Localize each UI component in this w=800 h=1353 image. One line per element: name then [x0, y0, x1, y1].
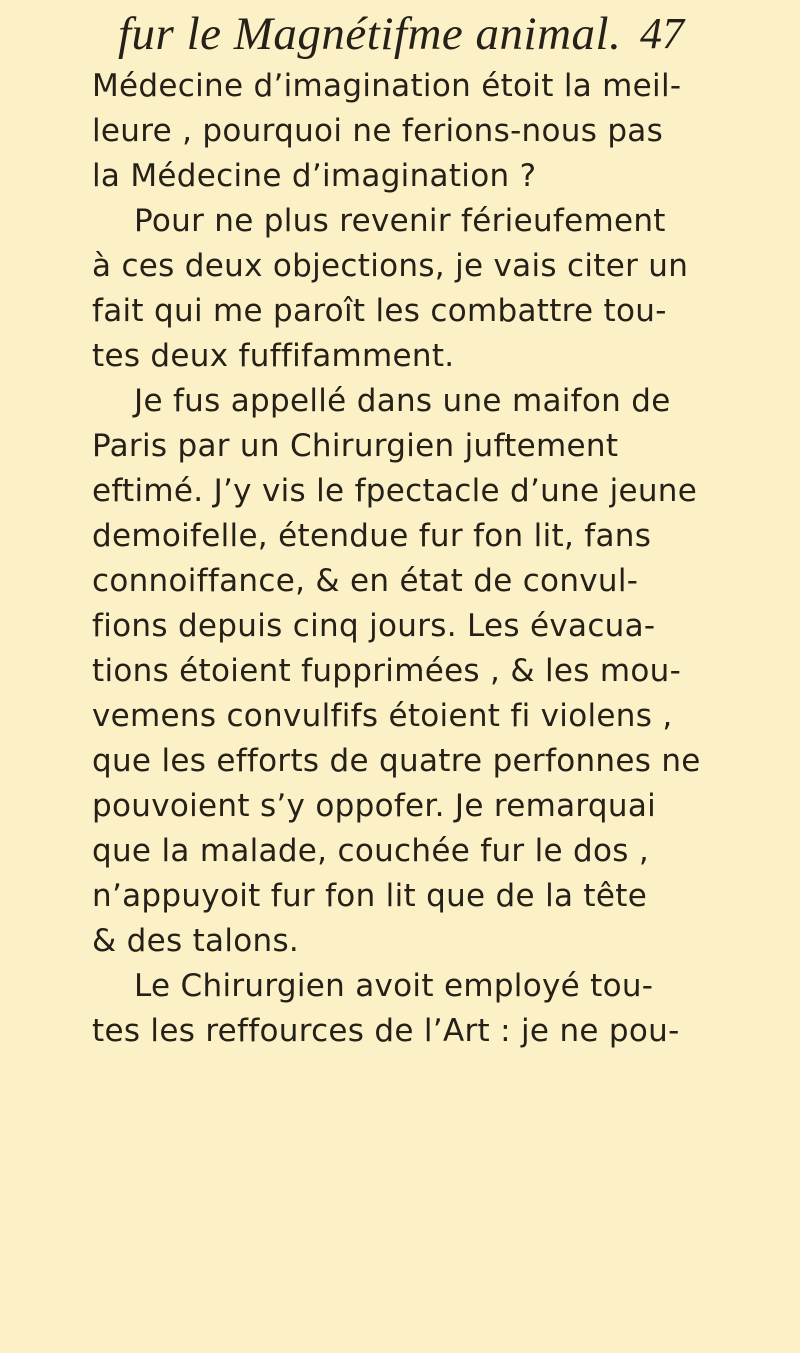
running-head-title: fur le Magnétifme animal. — [118, 8, 622, 60]
text-line: & des talons. — [92, 923, 300, 959]
text-line: tes les reffources de l’Art : je ne pou- — [92, 1013, 680, 1049]
text-line: n’appuyoit fur fon lit que de la tête — [92, 878, 648, 914]
text-line: Paris par un Chirurgien juftement — [92, 428, 619, 464]
text-line: demoifelle, étendue fur fon lit, fans — [92, 518, 652, 554]
text-line: la Médecine d’imagination ? — [92, 158, 537, 194]
text-line: fait qui me paroît les combattre tou- — [92, 293, 667, 329]
paragraph-start-line: Je fus appellé dans une maifon de — [134, 383, 671, 419]
text-line: tes deux fuffifamment. — [92, 338, 455, 374]
text-line: vemens convulfifs étoient fi violens , — [92, 698, 673, 734]
text-line: eftimé. J’y vis le fpectacle d’une jeune — [92, 473, 698, 509]
text-line: à ces deux objections, je vais citer un — [92, 248, 689, 284]
text-line: tions étoient fupprimées , & les mou- — [92, 653, 682, 689]
text-line: Médecine d’imagination étoit la meil- — [92, 68, 682, 104]
text-line: leure , pourquoi ne ferions-nous pas — [92, 113, 664, 149]
text-line: que les efforts de quatre perfonnes ne — [92, 743, 701, 779]
text-line: pouvoient s’y oppofer. Je remarquai — [92, 788, 657, 824]
text-line: connoiffance, & en état de convul- — [92, 563, 639, 599]
paragraph-start-line: Le Chirurgien avoit employé tou- — [134, 968, 654, 1004]
paragraph-start-line: Pour ne plus revenir férieufement — [134, 203, 666, 239]
page-number: 47 — [640, 9, 684, 58]
text-line: que la malade, couchée fur le dos , — [92, 833, 650, 869]
running-head — [0, 6, 800, 62]
text-line: fions depuis cinq jours. Les évacua- — [92, 608, 656, 644]
